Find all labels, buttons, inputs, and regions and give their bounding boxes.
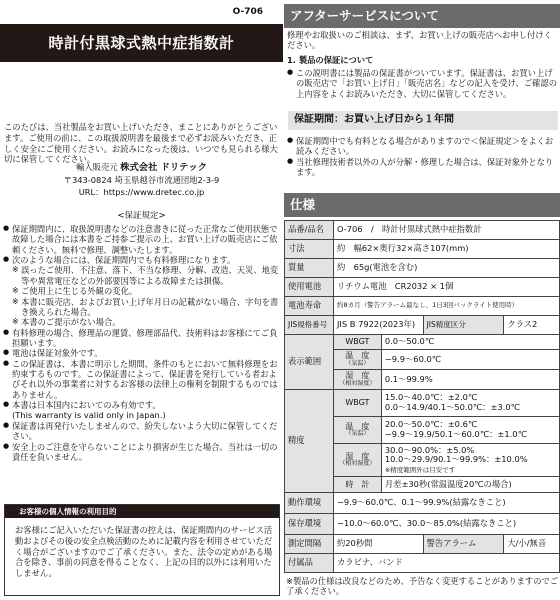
warranty-item: ● 安全上のご注意を守らないことにより損害が生じた場合、当社は一切の責任を負いません。 <box>3 442 282 463</box>
spec-value: −9.9〜60.0℃、0.1〜99.9%(結露なきこと) <box>333 493 559 514</box>
spec-key: 精度 <box>285 390 334 493</box>
spec-subkey-label: 湿 度 <box>345 371 370 381</box>
spec-value-line: −9.9〜19.9/50.1〜60.0℃：±1.0℃ <box>384 429 527 439</box>
spec-subkey-note: （気温） <box>345 430 370 438</box>
warranty-heading: <保証規定> <box>117 211 166 221</box>
maker-line <box>0 161 283 174</box>
product-title: 時計付黒球式熱中症指数計 <box>0 24 283 62</box>
warranty-period: 保証期間：お買い上げ日から１年間 <box>288 111 558 130</box>
warranty-item-text: 次のような場合には、保証期間内でも有料修理になります。 <box>12 255 236 266</box>
right-column <box>284 0 560 600</box>
spec-row <box>285 493 560 514</box>
spec-row <box>285 335 560 350</box>
after-service-item: ● 当社修理技術者以外の人が分解・修理した場合は、保証対象外となります。 <box>287 157 559 178</box>
spec-row <box>285 278 560 297</box>
spec-key: 電池寿命 <box>285 297 334 316</box>
warranty-item <box>3 400 282 421</box>
spec-key: 保存環境 <box>285 514 334 535</box>
maker-label: 輸入販売元 <box>76 162 118 172</box>
spec-value: 約8カ月（警告アラーム最なし、1日3回バックライト使用時） <box>333 297 559 316</box>
spec-subkey <box>333 444 381 477</box>
spec-key: 使用電池 <box>285 278 334 297</box>
spec-value: JIS B 7922(2023年) <box>333 316 423 335</box>
warranty-item: ● 保証期間内に、取扱説明書などの注意書きに従った正常なご使用状態で故障した場合には本書をご持参ご提示の上、お買い上げの販売店にご依頼ください。無料で修理、調整いたします。 <box>3 224 282 255</box>
spec-row <box>285 240 560 259</box>
maker-address: 〒343-0824 埼玉県越谷市流通団地2-3-9 <box>63 175 220 186</box>
spec-value: 約20秒間 <box>333 535 423 554</box>
spec-value: クラス2 <box>504 316 560 335</box>
warranty-sub-item: ※ ご使用上に生じる外観の変化。 <box>12 286 282 296</box>
spec-value-line: 20.0〜50.0℃：±0.6℃ <box>384 419 478 430</box>
spec-key: JIS精度区分 <box>423 316 504 335</box>
spec-value-line: 0.0〜14.9/40.1〜50.0℃：±3.0℃ <box>384 402 520 412</box>
spec-key: 警告アラーム <box>423 535 504 554</box>
spec-subkey: WBGT <box>333 335 381 350</box>
warranty-sub-item: ※ 誤ったご使用、不注意、落下、不当な修理、分解、改造、天災、地変等や異常電圧などの外部要因等による故障または損傷。 <box>12 265 282 286</box>
maker-info <box>0 161 283 199</box>
warranty-english: (This warranty is valid only in Japan.) <box>12 410 166 421</box>
spec-key: JIS規格番号 <box>285 316 334 335</box>
spec-value: カラビナ、バンド <box>333 554 559 573</box>
spec-row <box>285 316 560 335</box>
warranty-item: ● この保証書は、本書に明示した期間、条件のもとにおいて無料修理をお約束するものです。この保証書によって、保証書を発行している者およびそれ以外の事業者に対するお客様の法律上の権利を制限するものではありません。 <box>3 359 282 400</box>
spec-heading: 仕様 <box>284 193 560 217</box>
spec-row <box>285 259 560 278</box>
warranty-item-text: 本書は日本国内においてのみ有効です。 <box>12 400 161 411</box>
warranty-item: ● 保証書は再発行いたしませんので、紛失しないよう大切に保管してください。 <box>3 421 282 442</box>
spec-subkey-label: 温 度 <box>345 351 370 361</box>
spec-value-note: ※精度範囲外は目安です <box>384 465 456 474</box>
privacy-title: お客様の個人情報の利用目的 <box>5 505 279 518</box>
spec-value: −9.9〜60.0℃ <box>381 350 559 370</box>
warranty-sub-list <box>12 265 282 327</box>
spec-value: 大/小/無音 <box>504 535 560 554</box>
spec-value <box>381 417 559 444</box>
warranty-sub-item: ※ 本書のご提示がない場合。 <box>12 317 282 327</box>
spec-row <box>285 514 560 535</box>
privacy-text: お客様にご記入いただいた保証書の控えは、保証期間内のサービス活動およびその後の安全点検活動のために記載内容を利用させていただく場合がございますのでご了承ください。また、法令の定めがある場合を除き、事前の同意を得ることなく、上記の目的以外には利用いたしません。 <box>15 525 273 579</box>
intro-paragraph: このたびは、当社製品をお買い上げいただき、まことにありがとうございます。ご使用の前に、この取扱説明書を最後まで必ずお読みいただき、正しく安全にご使用ください。お読みになった後は、いつでも見られる様大切に保管してください。 <box>4 122 278 165</box>
after-service-heading: アフターサービスについて <box>284 4 560 28</box>
spec-subkey <box>333 417 381 444</box>
after-service-lead: 修理やお取扱いのご相談は、まず、お買い上げの販売店へお申し付けください。 <box>287 30 552 51</box>
spec-subkey: WBGT <box>333 390 381 417</box>
spec-subkey <box>333 370 381 390</box>
spec-key: 品番/品名 <box>285 221 334 240</box>
model-number: O-706 <box>232 7 263 17</box>
spec-subkey: 時 計 <box>333 477 381 493</box>
spec-key: 表示範囲 <box>285 335 334 390</box>
spec-row <box>285 535 560 554</box>
spec-subkey-label: 湿 度 <box>345 451 370 461</box>
maker-name: 株式会社 ドリテック <box>120 162 207 173</box>
spec-subkey <box>333 350 381 370</box>
spec-subkey-note: （気温） <box>345 359 370 367</box>
spec-value: 月差±30秒(常温温度20℃の場合) <box>381 477 559 493</box>
spec-key: 付属品 <box>285 554 334 573</box>
spec-value <box>381 390 559 417</box>
after-service-item: ● 保証期間中でも有料となる場合がありますので＜保証規定＞をよくお読みください。 <box>287 136 559 157</box>
spec-row <box>285 554 560 573</box>
spec-value: −10.0〜60.0℃、30.0〜85.0%(結露なきこと) <box>333 514 559 535</box>
spec-value: 0.1〜99.9% <box>381 370 559 390</box>
spec-subkey-label: 温 度 <box>345 421 370 431</box>
maker-url: URL：https://www.dretec.co.jp <box>78 187 205 198</box>
privacy-box <box>4 504 280 596</box>
spec-value-line: 30.0〜90.0%：±5.0% <box>384 444 475 455</box>
warranty-list <box>3 224 282 462</box>
spec-value-line: 10.0〜29.9/90.1〜99.9%：±10.0% <box>384 454 528 465</box>
warranty-item: ● 電池は保証対象外です。 <box>3 348 282 358</box>
warranty-item: ● 有料修理の場合、修理品の運賃、修理部品代、技術料はお客様にてご負担願います。 <box>3 328 282 349</box>
spec-subkey-note: （相対湿度） <box>339 460 376 468</box>
spec-value <box>381 444 559 477</box>
spec-row <box>285 390 560 417</box>
spec-footnote: ※製品の仕様は改良などのため、予告なく変更することがありますのでご了承ください。 <box>286 576 559 597</box>
warranty-sub-item: ※ 本書に販売店、およびお買い上げ年月日の記載がない場合、字句を書き換えられた場合。 <box>12 297 282 318</box>
spec-value: 約 65g(電池を含む) <box>333 259 559 278</box>
spec-row <box>285 297 560 316</box>
spec-value-line: 15.0〜40.0℃：±2.0℃ <box>384 392 478 403</box>
spec-value: 0.0〜50.0℃ <box>381 335 559 350</box>
spec-key: 寸法 <box>285 240 334 259</box>
spec-value: O-706 / 時計付黒球式熱中症指数計 <box>333 221 559 240</box>
spec-table <box>284 220 560 573</box>
warranty-subheading: 1. 製品の保証について <box>287 55 374 65</box>
warranty-item <box>3 255 282 328</box>
spec-key: 動作環境 <box>285 493 334 514</box>
spec-key: 質量 <box>285 259 334 278</box>
spec-row <box>285 221 560 240</box>
spec-key: 測定間隔 <box>285 535 334 554</box>
after-service-item: ● この説明書には製品の保証書がついています。保証書は、お買い上げの販売店で「お買い上げ日」「販売店名」などの記入を受け、ご確認の上内容をよくお読みいただき、大切に保管してください。 <box>287 68 559 99</box>
spec-value: リチウム電池 CR2032 × 1個 <box>333 278 559 297</box>
spec-subkey-note: （相対湿度） <box>339 379 376 387</box>
after-service-list-2 <box>287 136 559 177</box>
after-service-list <box>287 68 559 99</box>
spec-value: 約 幅62×奥行32×高さ107(mm) <box>333 240 559 259</box>
